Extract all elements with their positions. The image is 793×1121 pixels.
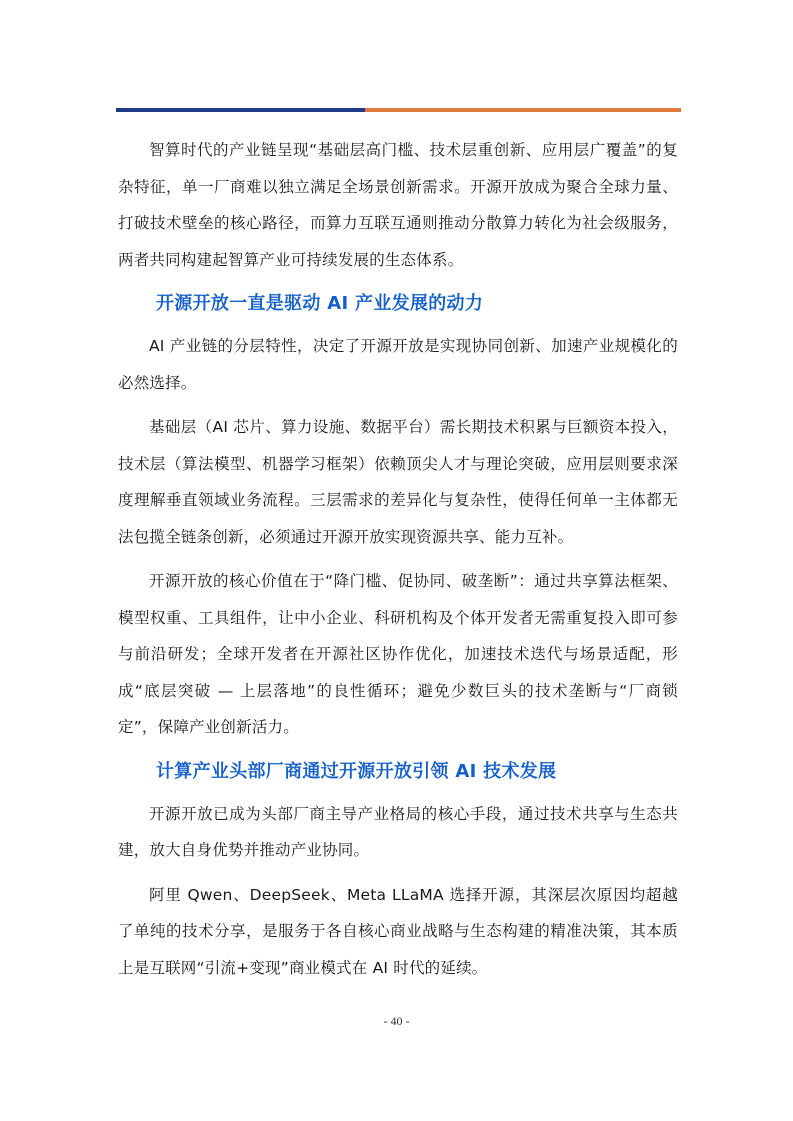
header-rule-orange — [365, 108, 681, 112]
paragraph-layered-traits: AI 产业链的分层特性，决定了开源开放是实现协同创新、加速产业规模化的必然选择。 — [118, 337, 678, 392]
header-rule — [116, 108, 681, 112]
paragraph-three-layers: 基础层（AI 芯片、算力设施、数据平台）需长期技术积累与巨额资本投入，技术层（算法模型、机器学习框架）依赖顶尖人才与理论突破，应用层则要求深度理解垂直领域业务流程。三层需求的差异化与复杂性，使得任何单一主体都无法包揽全链条创新，必须通过开源开放实现资源共享、能力互补。 — [118, 418, 678, 546]
paragraph-leading-vendors: 开源开放已成为头部厂商主导产业格局的核心手段，通过技术共享与生态共建，放大自身优势并推动产业协同。 — [118, 804, 678, 859]
paragraph-open-models: 阿里 Qwen、DeepSeek、Meta LLaMA 选择开源，其深层次原因均超越了单纯的技术分享，是服务于各自核心商业战略与生态构建的精准决策，其本质上是互联网“引流+变现”商业模式在 AI 时代的延续。 — [118, 885, 678, 977]
page-number: - 40 - — [383, 1014, 410, 1028]
section-heading-open-source-driver: 开源开放一直是驱动 AI 产业发展的动力 — [156, 293, 484, 314]
paragraph-core-value: 开源开放的核心价值在于“降门槛、促协同、破垄断”：通过共享算法框架、模型权重、工具组件，让中小企业、科研机构及个体开发者无需重复投入即可参与前沿研发；全球开发者在开源社区协作优化，加速技术迭代与场景适配，形成“底层突破 — 上层落地”的良性循环；避免少数巨头的技术垄断与“厂商锁定”，保障产业创新活力。 — [118, 572, 678, 736]
page-body — [118, 132, 678, 994]
section-heading-leading-vendors: 计算产业头部厂商通过开源开放引领 AI 技术发展 — [156, 760, 557, 782]
paragraph-intro: 智算时代的产业链呈现“基础层高门槛、技术层重创新、应用层广覆盖”的复杂特征，单一厂商难以独立满足全场景创新需求。开源开放成为聚合全球力量、打破技术壁垒的核心路径，而算力互联互通则推动分散算力转化为社会级服务，两者共同构建起智算产业可持续发展的生态体系。 — [118, 141, 678, 269]
header-rule-blue — [116, 108, 365, 112]
